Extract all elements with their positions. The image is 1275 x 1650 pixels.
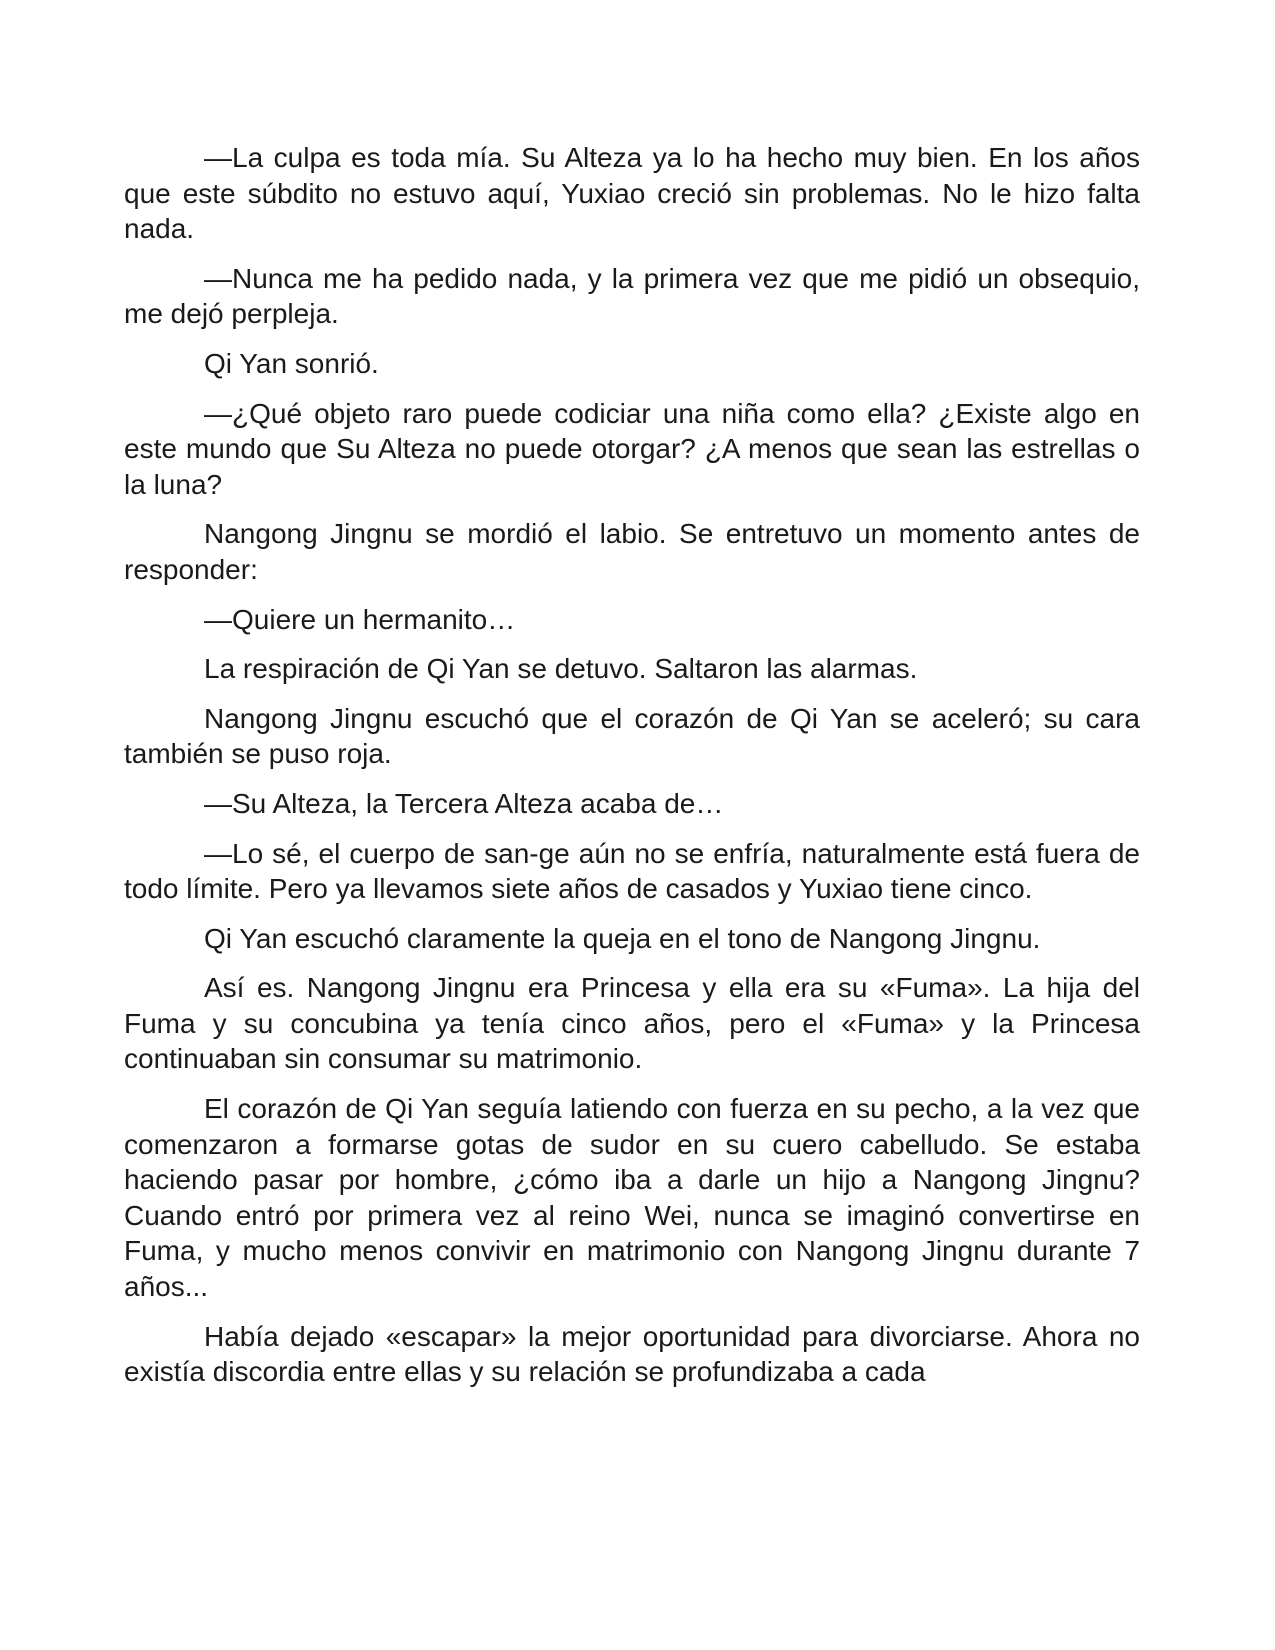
document-page <box>124 140 1140 1390</box>
paragraph: —Lo sé, el cuerpo de san-ge aún no se enfría, naturalmente está fuera de todo límite. Pero ya llevamos siete años de casados y Yuxiao tiene cinco. <box>124 837 1140 905</box>
paragraph: Así es. Nangong Jingnu era Princesa y ella era su «Fuma». La hija del Fuma y su concubina ya tenía cinco años, pero el «Fuma» y la Princesa continuaban sin consumar su matrimonio. <box>124 972 1140 1075</box>
paragraph: La respiración de Qi Yan se detuvo. Saltaron las alarmas. <box>204 653 918 685</box>
paragraph: Nangong Jingnu se mordió el labio. Se entretuvo un momento antes de responder: <box>124 518 1140 585</box>
paragraph: Qi Yan sonrió. <box>204 347 379 379</box>
paragraph: —Quiere un hermanito… <box>204 603 516 635</box>
paragraph: —Su Alteza, la Tercera Alteza acaba de… <box>204 787 724 819</box>
paragraph: —¿Qué objeto raro puede codiciar una niña como ella? ¿Existe algo en este mundo que Su Alteza no puede otorgar? ¿A menos que sean las estrellas o la luna? <box>124 397 1140 500</box>
paragraph: Nangong Jingnu escuchó que el corazón de Qi Yan se aceleró; su cara también se puso roja. <box>124 702 1140 770</box>
paragraph: El corazón de Qi Yan seguía latiendo con fuerza en su pecho, a la vez que comenzaron a formarse gotas de sudor en su cuero cabelludo. Se estaba haciendo pasar por hombre, ¿cómo iba a darle un hijo a Nangong Jingnu? Cuando entró por primera vez al reino Wei, nunca se imaginó convertirse en Fuma, y mucho menos convivir en matrimonio con Nangong Jingnu durante 7 años... <box>124 1093 1140 1303</box>
paragraph: Qi Yan escuchó claramente la queja en el tono de Nangong Jingnu. <box>204 922 1041 954</box>
paragraph: —La culpa es toda mía. Su Alteza ya lo ha hecho muy bien. En los años que este súbdito no estuvo aquí, Yuxiao creció sin problemas. No le hizo falta nada. <box>124 142 1140 245</box>
paragraph: Había dejado «escapar» la mejor oportunidad para divorciarse. Ahora no existía discordia entre ellas y su relación se profundizaba a cada <box>124 1320 1140 1388</box>
paragraph: —Nunca me ha pedido nada, y la primera vez que me pidió un obsequio, me dejó perpleja. <box>124 262 1140 330</box>
